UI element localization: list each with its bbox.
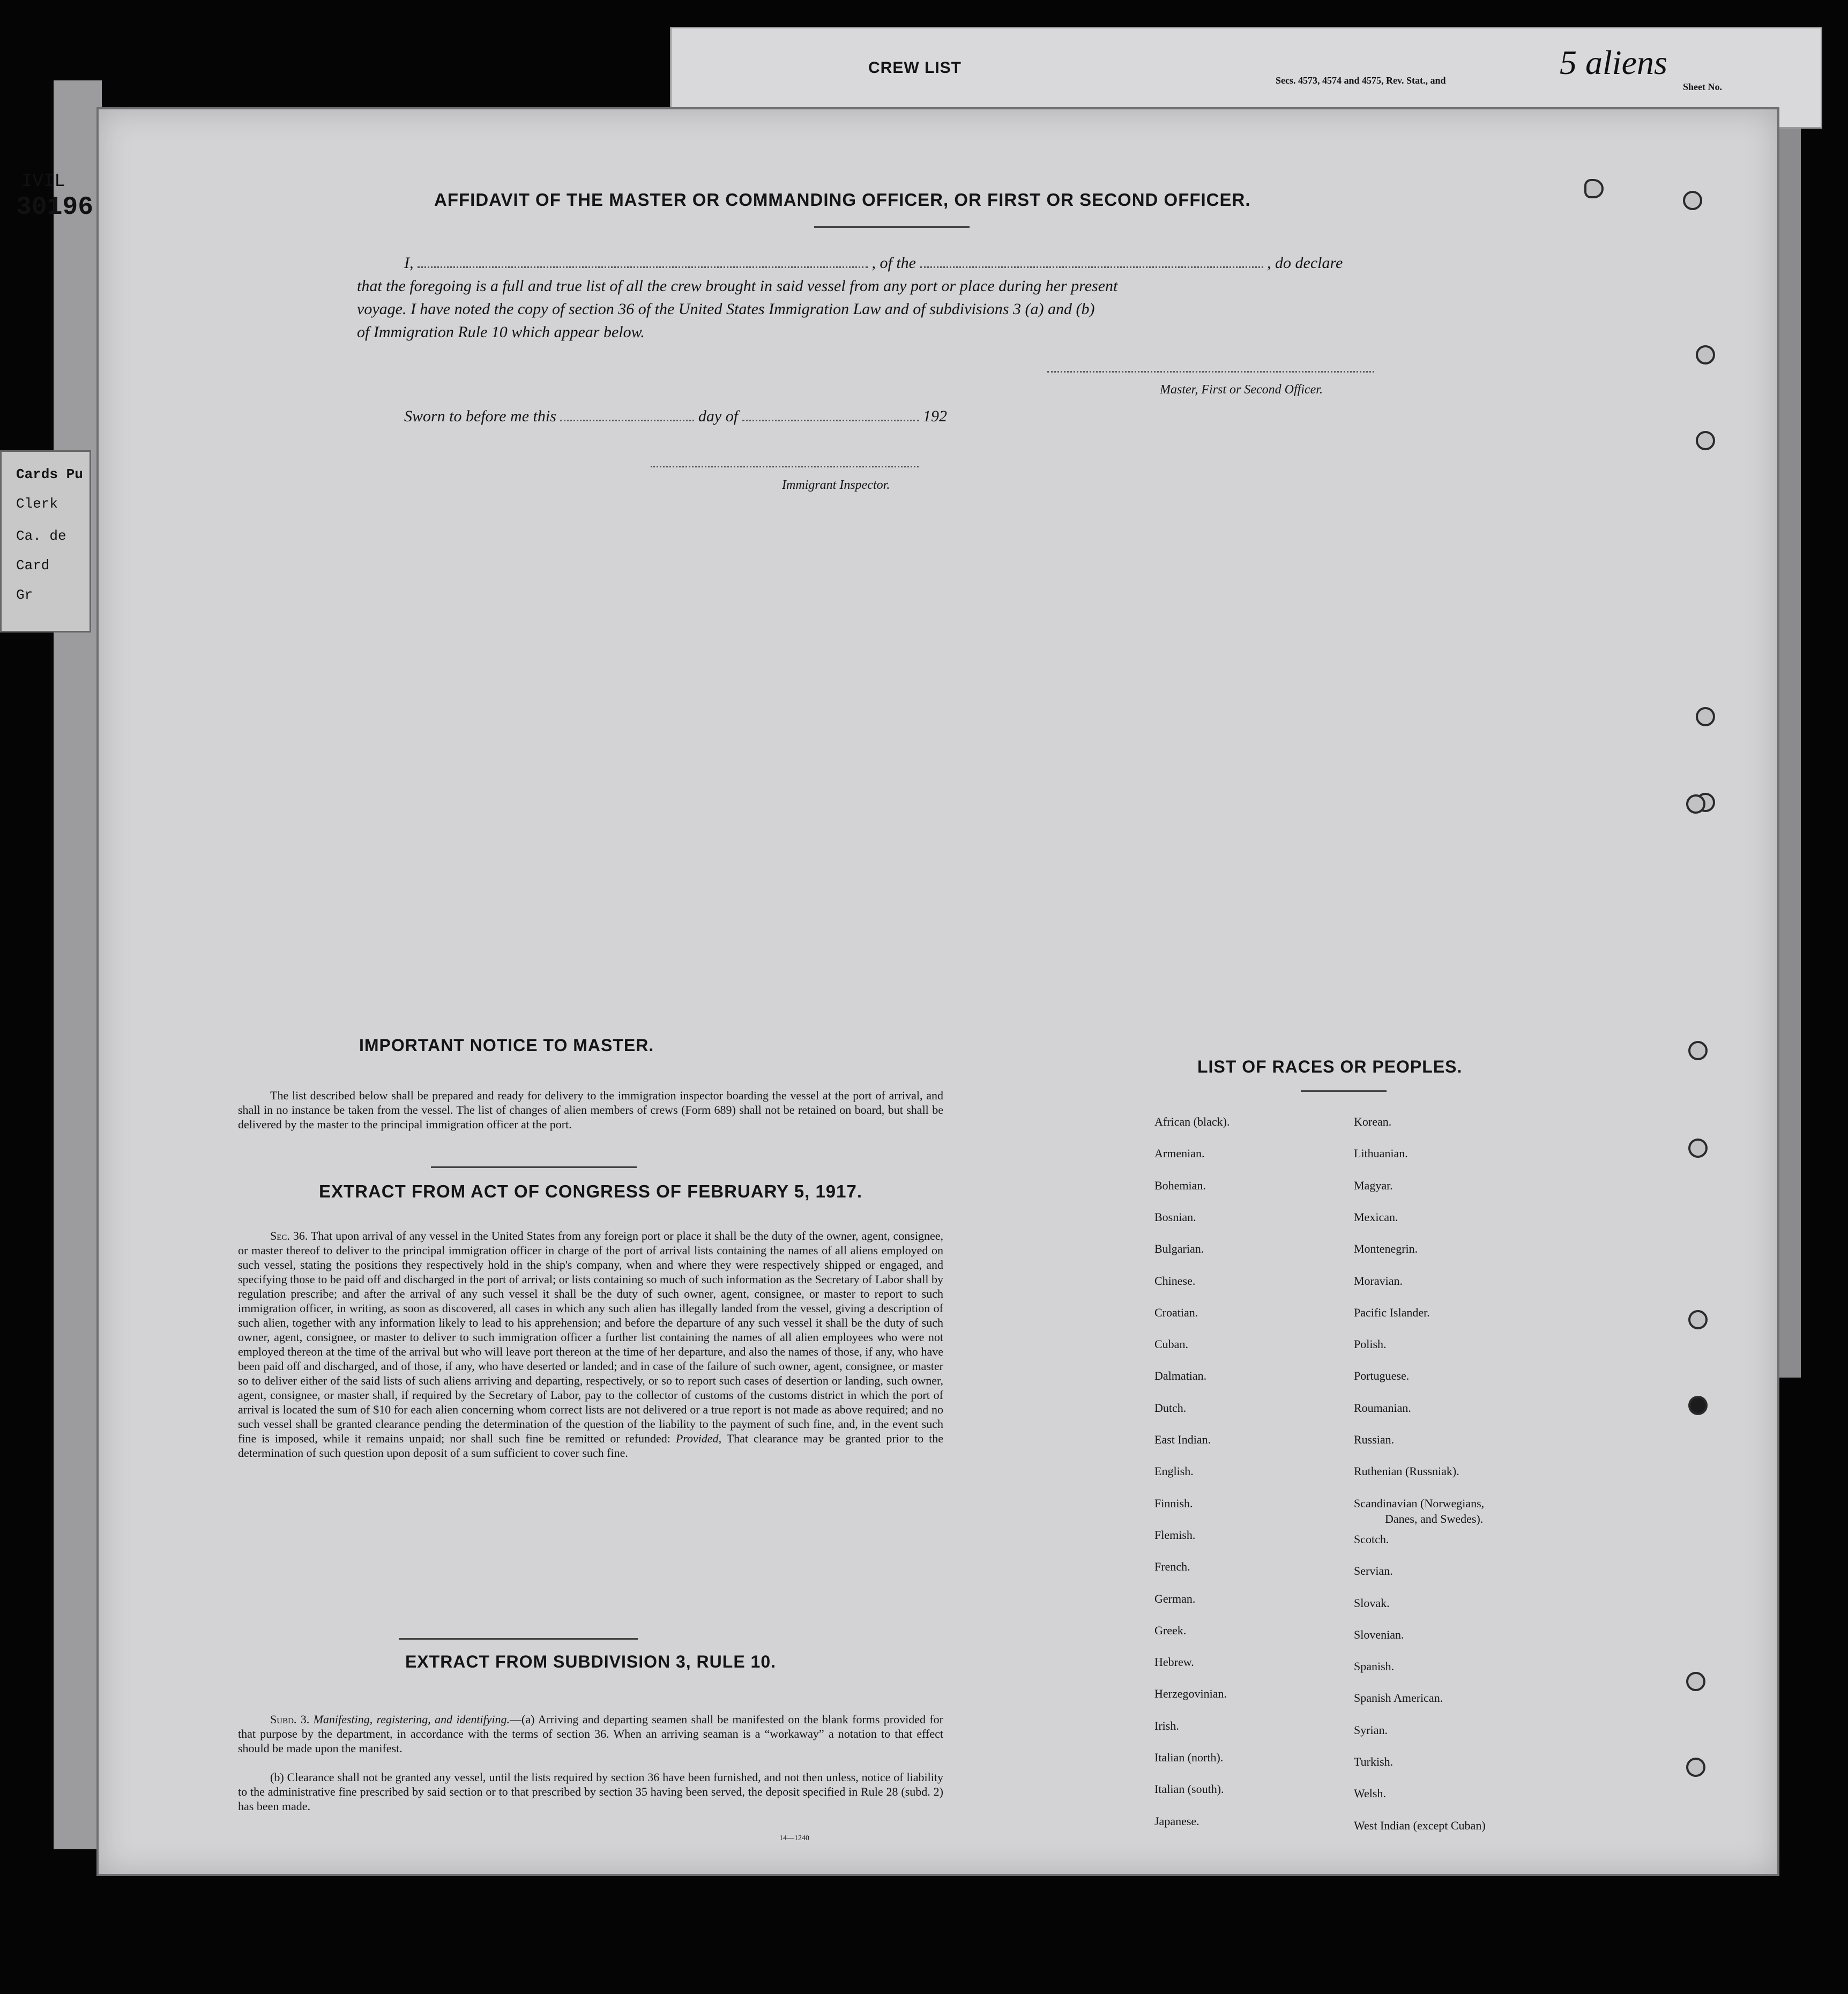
sec-label: Sec. 36. (270, 1229, 308, 1242)
declaration-line-2: that the foregoing is a full and true list of all the crew brought in said vessel from any port or place during her present (357, 277, 1118, 295)
race-item: Mexican. (1354, 1210, 1398, 1224)
race-item: Magyar. (1354, 1179, 1393, 1192)
section-36-text (238, 1229, 943, 1460)
race-item: Slovak. (1354, 1596, 1390, 1610)
race-item: Polish. (1354, 1337, 1387, 1351)
underlying-sheet-left (54, 80, 102, 1849)
race-item: Servian. (1354, 1564, 1393, 1578)
race-item: Ruthenian (Russniak). (1354, 1464, 1459, 1478)
race-item: Spanish American. (1354, 1691, 1443, 1705)
race-item: Bohemian. (1154, 1179, 1206, 1192)
race-item: West Indian (except Cuban) (1354, 1819, 1486, 1832)
race-item: Bosnian. (1154, 1210, 1196, 1224)
race-item: Hebrew. (1154, 1655, 1194, 1669)
race-item: East Indian. (1154, 1433, 1211, 1446)
race-item: Italian (north). (1154, 1751, 1224, 1764)
race-item: Russian. (1354, 1433, 1395, 1446)
race-item: Portuguese. (1354, 1369, 1410, 1382)
act-extract-heading: EXTRACT FROM ACT OF CONGRESS OF FEBRUARY 5, 1917. (318, 1181, 863, 1201)
section-rule (399, 1638, 638, 1640)
binder-hole (1688, 1139, 1708, 1158)
inspector-signature-blank (651, 466, 919, 467)
sworn-prefix: Sworn to before me this (404, 407, 556, 425)
vessel-name-blank (920, 266, 1263, 268)
race-item: Moravian. (1354, 1274, 1403, 1288)
race-item: Montenegrin. (1354, 1242, 1418, 1255)
master-signature-caption: Master, First or Second Officer. (1160, 383, 1323, 397)
declaration-line-1 (404, 254, 1343, 272)
sworn-month-blank (742, 420, 919, 421)
race-item: German. (1154, 1592, 1196, 1605)
card-line: Card (16, 557, 50, 574)
race-item: Scotch. (1354, 1532, 1389, 1546)
form-number: 14—1240 (779, 1834, 809, 1842)
race-item: Slovenian. (1354, 1628, 1404, 1641)
binder-hole (1688, 1310, 1708, 1329)
race-item: Scandinavian (Norwegians, (1354, 1497, 1485, 1510)
declarant-prefix: I, (404, 254, 414, 272)
card-line: Ca. de (16, 528, 66, 544)
race-item: French. (1154, 1560, 1190, 1573)
binder-hole (1683, 191, 1702, 210)
binder-hole (1688, 1396, 1708, 1415)
race-item: Chinese. (1154, 1274, 1196, 1288)
races-heading-rule (1301, 1090, 1387, 1092)
sec-36-body: That upon arrival of any vessel in the United States from any foreign port or place it shall be the duty of the owner, agent, consignee, or master thereof to deliver to the principal immigration officer in charge of the port of arrival lists containing the names of all aliens employed on such vessel, stating the positions they respectively hold in the ship's company, when and where they were respectively shipped or engaged, and specifying those to be paid off and discharged in the port of arrival; or lists containing so much of such information as the Secretary of Labor shall by regulation prescribe; and after the arrival of any such vessel it shall be the duty of such owner, agent, consignee, or master to report to such immigration officer, in writing, as soon as discovered, all cases in which any such alien has illegally landed from the vessel, giving a description of such alien, together with any information likely to lead to his apprehension; and before the departure of any such vessel it shall be the duty of such owner, agent, consignee, or master to deliver to such immigration officer a further list containing the names of all alien employees who were not employed thereon at the time of the arrival but who will leave port thereon at the time of her departure, and also the names of those, if any, who have been paid off and discharged, and of those, if any, who have deserted or landed; and in case of the failure of such owner, agent, consignee, or master so to deliver either of the said lists of such aliens arriving and departing, respectively, or so to report such cases of desertion or landing, such owner, agent, consignee, or master shall, if required by the Secretary of Labor, pay to the collector of customs of the customs district in which the port of arrival is located the sum of $10 for each alien concerning whom correct lists are not delivered or a true report is not made as above required; and no such vessel shall be granted clearance pending the determination of the question of the liability to the payment of such fine, and, in the event such fine is imposed, while it remains unpaid; nor shall such fine be remitted or refunded: (238, 1229, 943, 1445)
binder-hole (1686, 794, 1705, 814)
binder-hole (1584, 179, 1604, 198)
stamp-number: 30196 (16, 193, 94, 222)
crew-list-title: CREW LIST (868, 59, 962, 77)
declaration-line-3: voyage. I have noted the copy of section 36 of the United States Immigration Law and of subdivisions 3 (a) and (b) (357, 300, 1095, 318)
race-item: Croatian. (1154, 1306, 1198, 1319)
race-item: Danes, and Swedes). (1385, 1512, 1484, 1526)
race-item: Cuban. (1154, 1337, 1188, 1351)
affidavit-page (96, 107, 1779, 1876)
race-item: Spanish. (1354, 1660, 1395, 1673)
declarant-name-blank (418, 266, 868, 268)
race-item: Finnish. (1154, 1497, 1193, 1510)
subd-title: Manifesting, registering, and identifying. (313, 1713, 510, 1726)
race-item: Irish. (1154, 1719, 1179, 1732)
race-item: Dutch. (1154, 1401, 1187, 1415)
subd-label: Subd. 3. (270, 1713, 310, 1726)
race-item: Welsh. (1354, 1787, 1386, 1800)
sworn-day-blank (560, 420, 694, 421)
declaration-line-4: of Immigration Rule 10 which appear below. (357, 323, 645, 341)
inspector-caption: Immigrant Inspector. (782, 478, 890, 492)
para-a-text: —(a) Arriving and departing seamen shall be manifested on the blank forms provided for that purpose by the department, in accordance with the terms of section 36. When an arriving seaman is a “workaway” a notation to that effect should be made upon the manifest. (238, 1713, 943, 1755)
rule-extract-heading: EXTRACT FROM SUBDIVISION 3, RULE 10. (405, 1652, 777, 1671)
binder-hole (1688, 1041, 1708, 1060)
card-line: Gr (16, 587, 33, 603)
races-heading: LIST OF RACES OR PEOPLES. (1197, 1057, 1463, 1076)
race-item: Lithuanian. (1354, 1147, 1408, 1160)
provided-text: That clearance may be granted prior to the determination of such question upon deposit of a sum sufficient to cover such fine. (238, 1432, 943, 1460)
heading-rule (814, 226, 970, 228)
binder-hole (1686, 1758, 1705, 1777)
rule-10-para-a (238, 1712, 943, 1755)
sworn-day-of: day of (698, 407, 739, 425)
race-item: Dalmatian. (1154, 1369, 1207, 1382)
race-item: Pacific Islander. (1354, 1306, 1430, 1319)
rule-10-para-b: (b) Clearance shall not be granted any vessel, until the lists required by section 36 have been furnished, and not then unless, notice of liability to the administrative fine prescribed by said section or to that prescribed by section 35 having been served, the deposit specified in Rule 28 (subd. 2) has been made. (238, 1770, 943, 1813)
sworn-line (404, 407, 947, 426)
race-item: Bulgarian. (1154, 1242, 1204, 1255)
card-line: Clerk (16, 496, 58, 512)
race-item: Armenian. (1154, 1147, 1205, 1160)
card-line: Cards Pu (16, 466, 83, 482)
statute-reference: Secs. 4573, 4574 and 4575, Rev. Stat., and (1276, 75, 1446, 86)
race-item: Herzegovinian. (1154, 1687, 1227, 1700)
race-item: Greek. (1154, 1624, 1187, 1637)
binder-hole (1686, 1672, 1705, 1691)
binder-hole (1696, 345, 1715, 364)
race-item: English. (1154, 1464, 1194, 1478)
do-declare-text: , do declare (1267, 254, 1343, 272)
race-item: Flemish. (1154, 1528, 1196, 1542)
handwritten-note: 5 aliens (1560, 43, 1667, 81)
race-item: Syrian. (1354, 1723, 1388, 1737)
race-item: Turkish. (1354, 1755, 1394, 1768)
sheet-number-label: Sheet No. (1683, 81, 1722, 92)
race-item: Japanese. (1154, 1814, 1199, 1828)
provided-label: Provided, (675, 1432, 722, 1445)
race-item: Italian (south). (1154, 1782, 1224, 1796)
section-rule (431, 1166, 637, 1168)
race-item: African (black). (1154, 1115, 1230, 1128)
affidavit-heading: AFFIDAVIT OF THE MASTER OR COMMANDING OFFICER, OR FIRST OR SECOND OFFICER. (434, 190, 1251, 210)
of-the-text: , of the (871, 254, 916, 272)
race-item: Korean. (1354, 1115, 1392, 1128)
binder-hole (1696, 707, 1715, 726)
master-signature-blank (1047, 371, 1374, 373)
binder-hole (1696, 431, 1715, 450)
notice-heading: IMPORTANT NOTICE TO MASTER. (359, 1036, 654, 1055)
stamp-label: IVIL (21, 172, 65, 192)
sworn-year: 192 (923, 407, 948, 425)
notice-text: The list described below shall be prepared and ready for delivery to the immigration inspector boarding the vessel at the port of arrival, and shall in no instance be taken from the vessel. The list of changes of alien members of crews (Form 689) shall not be retained on board, but shall be delivered by the master to the principal immigration officer at the port. (238, 1089, 943, 1131)
race-item: Roumanian. (1354, 1401, 1411, 1415)
